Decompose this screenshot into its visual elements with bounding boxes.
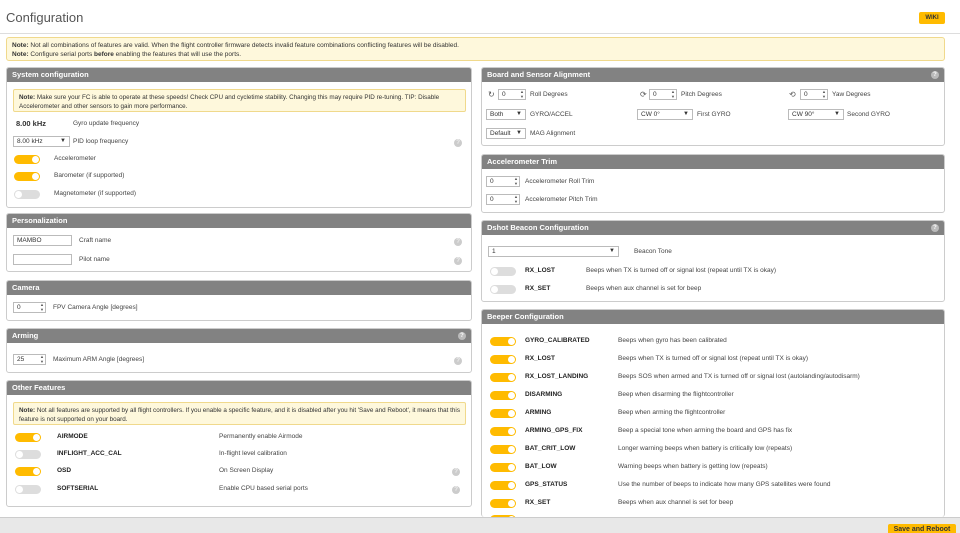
arm-angle-input[interactable]: 25 ▲ ▼ — [13, 354, 46, 365]
feature-desc: Enable CPU based serial ports — [219, 485, 308, 492]
feature-name: INFLIGHT_ACC_CAL — [57, 450, 122, 457]
beeper-name: GPS_STATUS — [525, 481, 568, 488]
help-icon[interactable]: ? — [454, 238, 462, 246]
save-and-reboot-button[interactable]: Save and Reboot — [888, 524, 956, 533]
beeper-desc: Beeps when gyro has been calibrated — [618, 337, 727, 344]
gyro-accel-select[interactable]: Both ▼ — [486, 109, 526, 120]
accelerometer-toggle[interactable] — [14, 155, 40, 164]
panel-title: Board and Sensor Alignment ? — [482, 68, 944, 82]
beeper-rx-set-toggle[interactable] — [490, 499, 516, 508]
pitch-degrees-input[interactable]: 0 ▲ ▼ — [649, 89, 677, 100]
beacon-name: RX_LOST — [525, 267, 555, 274]
help-icon[interactable]: ? — [452, 486, 460, 494]
beeper-rx-lost-toggle[interactable] — [490, 355, 516, 364]
arming-panel — [6, 328, 472, 373]
beeper-disarming-toggle[interactable] — [490, 391, 516, 400]
first-gyro-label: First GYRO — [697, 111, 731, 118]
panel-title: Camera — [7, 281, 471, 295]
pid-loop-label: PID loop frequency — [73, 138, 129, 145]
camera-panel — [6, 280, 472, 321]
yaw-icon: ⟲ — [789, 90, 796, 99]
beeper-gyro-calibrated-toggle[interactable] — [490, 337, 516, 346]
beeper-desc: Beeps SOS when armed and TX is turned off or signal lost (autolanding/autodisarm) — [618, 373, 860, 380]
inflight-acc-cal-toggle[interactable] — [15, 450, 41, 459]
beeper-name: ARMING — [525, 409, 552, 416]
feature-name: OSD — [57, 467, 72, 474]
chevron-down-icon: ▼ — [683, 111, 689, 117]
chevron-down-icon: ▼ — [516, 111, 522, 117]
feature-desc: Permanently enable Airmode — [219, 433, 303, 440]
beeper-name: RX_LOST_LANDING — [525, 373, 589, 380]
beeper-arming-toggle[interactable] — [490, 409, 516, 418]
beeper-gps-status-toggle[interactable] — [490, 481, 516, 490]
system-configuration-panel — [6, 67, 472, 208]
help-icon[interactable]: ? — [458, 332, 466, 340]
camera-angle-input[interactable]: 0 ▲ ▼ — [13, 302, 46, 313]
page-title: Configuration — [6, 10, 84, 25]
feature-desc: On Screen Display — [219, 467, 274, 474]
stepper-arrows-icon[interactable]: ▲ ▼ — [40, 354, 44, 364]
beacon-desc: Beeps when TX is turned off or signal lost (repeat until TX is okay) — [586, 267, 777, 274]
pitch-degrees-label: Pitch Degrees — [681, 91, 722, 98]
help-icon[interactable]: ? — [454, 357, 462, 365]
roll-degrees-input[interactable]: 0 ▲ ▼ — [498, 89, 526, 100]
personalization-panel — [6, 213, 472, 272]
craft-name-input[interactable]: MAMBO — [13, 235, 72, 246]
second-gyro-label: Second GYRO — [847, 111, 890, 118]
stepper-arrows-icon[interactable]: ▲ ▼ — [822, 89, 826, 99]
mag-alignment-select[interactable]: Default ▼ — [486, 128, 526, 139]
beeper-desc: Warning beeps when battery is getting low (repeats) — [618, 463, 768, 470]
help-icon[interactable]: ? — [931, 71, 939, 79]
help-icon[interactable]: ? — [454, 257, 462, 265]
pilot-name-input[interactable] — [13, 254, 72, 265]
second-gyro-select[interactable]: CW 90° ▼ — [788, 109, 844, 120]
stepper-arrows-icon[interactable]: ▲ ▼ — [514, 176, 518, 186]
craft-name-label: Craft name — [79, 237, 112, 244]
accelerometer-label: Accelerometer — [54, 155, 96, 162]
features-support-note: Note: Not all features are supported by all flight controllers. If you enable a specific feature, and it is disabled after you hit 'Save and Reboot', it means that this feature is not supported on your board. — [13, 402, 466, 425]
stepper-arrows-icon[interactable]: ▲ ▼ — [671, 89, 675, 99]
panel-title: Arming ? — [7, 329, 471, 343]
pitch-icon: ⟳ — [640, 90, 647, 99]
pitch-trim-label: Accelerometer Pitch Trim — [525, 196, 598, 203]
beacon-rx-lost-toggle[interactable] — [490, 267, 516, 276]
other-features-panel — [6, 380, 472, 507]
yaw-degrees-input[interactable]: 0 ▲ ▼ — [800, 89, 828, 100]
magnetometer-label: Magnetometer (if supported) — [54, 190, 137, 197]
panel-title: Dshot Beacon Configuration ? — [482, 221, 944, 235]
mag-alignment-label: MAG Alignment — [530, 130, 576, 137]
beeper-name: RX_SET — [525, 499, 551, 506]
roll-trim-input[interactable]: 0 ▲ ▼ — [486, 176, 520, 187]
wiki-button[interactable]: WIKI — [919, 12, 945, 24]
beeper-bat-crit-low-toggle[interactable] — [490, 445, 516, 454]
magnetometer-toggle[interactable] — [14, 190, 40, 199]
beeper-name: DISARMING — [525, 391, 563, 398]
camera-angle-label: FPV Camera Angle [degrees] — [53, 304, 138, 311]
help-icon[interactable]: ? — [452, 468, 460, 476]
beeper-rx-lost-landing-toggle[interactable] — [490, 373, 516, 382]
beacon-tone-label: Beacon Tone — [634, 248, 672, 255]
help-icon[interactable]: ? — [931, 224, 939, 232]
beacon-desc: Beeps when aux channel is set for beep — [586, 285, 702, 292]
beeper-desc: Use the number of beeps to indicate how many GPS satellites were found — [618, 481, 831, 488]
pilot-name-label: Pilot name — [79, 256, 110, 263]
beeper-name: ARMING_GPS_FIX — [525, 427, 583, 434]
beacon-rx-set-toggle[interactable] — [490, 285, 516, 294]
gyro-frequency-value: 8.00 kHz — [16, 119, 47, 128]
panel-title: Accelerometer Trim — [482, 155, 944, 169]
first-gyro-select[interactable]: CW 0° ▼ — [637, 109, 693, 120]
beeper-desc: Beep when arming the flightcontroller — [618, 409, 726, 416]
beeper-desc: Beep when disarming the flightcontroller — [618, 391, 734, 398]
chevron-down-icon: ▼ — [609, 248, 615, 254]
beeper-name: GYRO_CALIBRATED — [525, 337, 590, 344]
airmode-toggle[interactable] — [15, 433, 41, 442]
feature-name: SOFTSERIAL — [57, 485, 99, 492]
yaw-degrees-label: Yaw Degrees — [832, 91, 871, 98]
beeper-name: RX_LOST — [525, 355, 555, 362]
pitch-trim-input[interactable]: 0 ▲ ▼ — [486, 194, 520, 205]
footer-bar — [0, 517, 960, 533]
barometer-toggle[interactable] — [14, 172, 40, 181]
help-icon[interactable]: ? — [454, 139, 462, 147]
stepper-arrows-icon[interactable]: ▲ ▼ — [40, 302, 44, 312]
chevron-down-icon: ▼ — [60, 138, 66, 144]
panel-title: Personalization — [7, 214, 471, 228]
beeper-desc: Beeps when aux channel is set for beep — [618, 499, 734, 506]
beeper-configuration-panel — [481, 309, 945, 517]
softserial-toggle[interactable] — [15, 485, 41, 494]
gyro-accel-label: GYRO/ACCEL — [530, 111, 573, 118]
feature-desc: In-flight level calibration — [219, 450, 287, 457]
panel-title: Other Features — [7, 381, 471, 395]
features-note: Note: Not all combinations of features are valid. When the flight controller firmware detects invalid feature combinations conflicting features will be disabled. Note: Configure serial ports before enabling the features that will use the ports. — [6, 37, 945, 61]
pid-loop-select[interactable]: 8.00 kHz ▼ — [13, 136, 70, 147]
beeper-name: BAT_CRIT_LOW — [525, 445, 576, 452]
accelerometer-trim-panel — [481, 154, 945, 213]
header-bar — [0, 0, 960, 34]
beeper-desc: Beeps when TX is turned off or signal lost (repeat until TX is okay) — [618, 355, 809, 362]
feature-name: AIRMODE — [57, 433, 88, 440]
stepper-arrows-icon[interactable]: ▲ ▼ — [514, 194, 518, 204]
stepper-arrows-icon[interactable]: ▲ ▼ — [520, 89, 524, 99]
chevron-down-icon: ▼ — [516, 130, 522, 136]
beeper-desc: Beep a special tone when arming the board and GPS has fix — [618, 427, 793, 434]
osd-toggle[interactable] — [15, 467, 41, 476]
gyro-frequency-label: Gyro update frequency — [73, 120, 140, 127]
board-alignment-panel — [481, 67, 945, 146]
barometer-label: Barometer (if supported) — [54, 172, 125, 179]
beacon-name: RX_SET — [525, 285, 551, 292]
roll-degrees-label: Roll Degrees — [530, 91, 568, 98]
arm-angle-label: Maximum ARM Angle [degrees] — [53, 356, 145, 363]
system-note: Note: Make sure your FC is able to operate at these speeds! Check CPU and cycletime stability. Changing this may require PID re-tuning. TIP: Disable Accelerometer and other sensors to gain more performance. — [13, 89, 466, 112]
roll-trim-label: Accelerometer Roll Trim — [525, 178, 595, 185]
beeper-name: BAT_LOW — [525, 463, 557, 470]
panel-title: System configuration — [7, 68, 471, 82]
beacon-tone-select[interactable]: 1 ▼ — [488, 246, 619, 257]
beeper-arming-gps-fix-toggle[interactable] — [490, 427, 516, 436]
dshot-beacon-panel — [481, 220, 945, 302]
beeper-desc: Longer warning beeps when battery is critically low (repeats) — [618, 445, 793, 452]
panel-title: Beeper Configuration — [482, 310, 944, 324]
roll-icon: ↻ — [488, 90, 495, 99]
chevron-down-icon: ▼ — [834, 111, 840, 117]
beeper-bat-low-toggle[interactable] — [490, 463, 516, 472]
